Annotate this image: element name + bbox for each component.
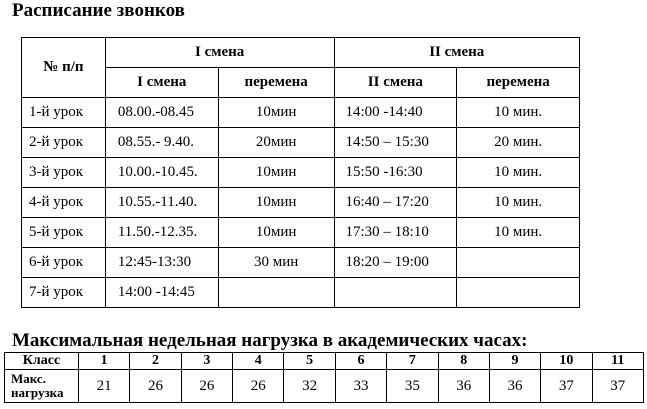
table-row xyxy=(5,370,644,403)
max-load-value: 36 xyxy=(489,370,540,403)
class-number: 7 xyxy=(387,353,438,370)
load-section-title: Максимальная недельная нагрузка в академических часах: xyxy=(12,330,528,351)
shift-2-break xyxy=(457,278,580,308)
max-load-value: 37 xyxy=(541,370,592,403)
shift-2-time xyxy=(334,278,457,308)
class-number: 6 xyxy=(335,353,386,370)
max-load-value: 37 xyxy=(592,370,643,403)
max-load-value: 21 xyxy=(79,370,130,403)
shift-2-time: 14:00 -14:40 xyxy=(334,98,457,128)
lesson-label: 6-й урок xyxy=(22,248,106,278)
page-title: Расписание звонков xyxy=(12,0,185,21)
lesson-label: 5-й урок xyxy=(22,218,106,248)
shift-2-break xyxy=(457,248,580,278)
bell-schedule-table xyxy=(21,37,580,308)
shift-1-break: 10мин xyxy=(218,218,334,248)
header-lesson-number: № п/п xyxy=(22,38,106,98)
class-number: 1 xyxy=(79,353,130,370)
class-number: 2 xyxy=(130,353,181,370)
shift-2-break: 10 мин. xyxy=(457,158,580,188)
table-row xyxy=(22,278,580,308)
shift-2-break: 10 мин. xyxy=(457,188,580,218)
subheader-shift-1-break: перемена xyxy=(218,68,334,98)
max-load-value: 26 xyxy=(130,370,181,403)
shift-1-time: 11.50.-12.35. xyxy=(105,218,218,248)
class-number: 8 xyxy=(438,353,489,370)
max-load-value: 35 xyxy=(387,370,438,403)
shift-1-time: 10.00.-10.45. xyxy=(105,158,218,188)
shift-1-break: 10мин xyxy=(218,98,334,128)
class-number: 10 xyxy=(541,353,592,370)
shift-1-break: 10мин xyxy=(218,188,334,218)
class-number: 11 xyxy=(592,353,643,370)
lesson-label: 1-й урок xyxy=(22,98,106,128)
header-shift-2: II смена xyxy=(334,38,580,68)
table-row xyxy=(22,158,580,188)
max-load-value: 26 xyxy=(181,370,232,403)
max-load-value: 36 xyxy=(438,370,489,403)
shift-1-break: 30 мин xyxy=(218,248,334,278)
lesson-label: 4-й урок xyxy=(22,188,106,218)
lesson-label: 7-й урок xyxy=(22,278,106,308)
shift-2-break: 10 мин. xyxy=(457,98,580,128)
max-load-row-label: Макс. нагрузка xyxy=(5,370,79,403)
class-row-label: Класс xyxy=(5,353,79,370)
shift-1-break: 20мин xyxy=(218,128,334,158)
table-row xyxy=(22,128,580,158)
max-load-value: 26 xyxy=(233,370,284,403)
max-load-value: 32 xyxy=(284,370,335,403)
lesson-label: 3-й урок xyxy=(22,158,106,188)
weekly-load-table xyxy=(4,352,644,403)
shift-2-time: 18:20 – 19:00 xyxy=(334,248,457,278)
shift-2-time: 17:30 – 18:10 xyxy=(334,218,457,248)
subheader-shift-2-break: перемена xyxy=(457,68,580,98)
shift-2-time: 15:50 -16:30 xyxy=(334,158,457,188)
class-number: 3 xyxy=(181,353,232,370)
shift-1-time: 08.55.- 9.40. xyxy=(105,128,218,158)
table-row xyxy=(22,218,580,248)
shift-2-break: 20 мин. xyxy=(457,128,580,158)
subheader-shift-2-time: II смена xyxy=(334,68,457,98)
class-number: 5 xyxy=(284,353,335,370)
shift-1-break xyxy=(218,278,334,308)
table-row xyxy=(5,353,644,370)
shift-1-break: 10мин xyxy=(218,158,334,188)
subheader-shift-1-time: I смена xyxy=(105,68,218,98)
shift-1-time: 14:00 -14:45 xyxy=(105,278,218,308)
header-shift-1: I смена xyxy=(105,38,334,68)
shift-2-time: 16:40 – 17:20 xyxy=(334,188,457,218)
lesson-label: 2-й урок xyxy=(22,128,106,158)
class-number: 9 xyxy=(489,353,540,370)
shift-2-break: 10 мин. xyxy=(457,218,580,248)
shift-1-time: 10.55.-11.40. xyxy=(105,188,218,218)
table-row xyxy=(22,98,580,128)
class-number: 4 xyxy=(233,353,284,370)
table-row xyxy=(22,188,580,218)
max-load-value: 33 xyxy=(335,370,386,403)
shift-2-time: 14:50 – 15:30 xyxy=(334,128,457,158)
shift-1-time: 12:45-13:30 xyxy=(105,248,218,278)
shift-1-time: 08.00.-08.45 xyxy=(105,98,218,128)
table-row xyxy=(22,248,580,278)
